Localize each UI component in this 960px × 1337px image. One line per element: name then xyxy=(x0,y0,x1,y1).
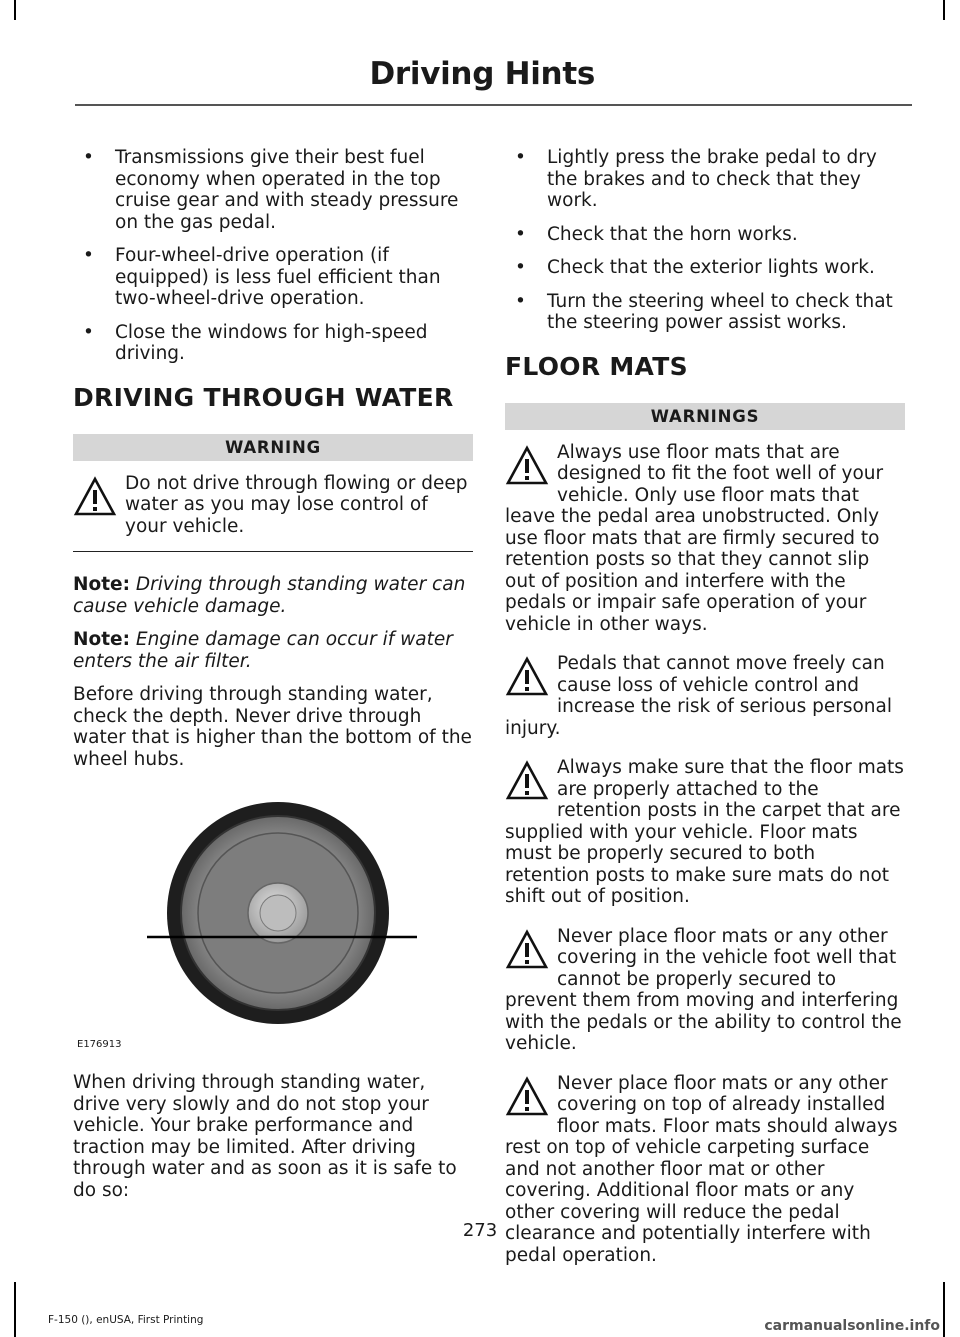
watermark: carmanualsonline.info xyxy=(764,1318,940,1334)
warning-block xyxy=(505,757,905,908)
crop-mark-bottom-left xyxy=(14,1282,16,1337)
page-number: 273 xyxy=(462,1220,498,1241)
fuel-tips-list xyxy=(73,147,473,365)
warnings-bar: WARNINGS xyxy=(505,403,905,430)
warning-triangle-icon xyxy=(505,1075,549,1119)
warning-text: Always use floor mats that are designed to fit the foot well of your vehicle. Only use floor mats that leave the pedal area unobstructed. Only use floor mats that are firmly secured to retention posts so that they cannot slip out of position and interfere with the pedals or impair safe operation of your vehicle in other ways. xyxy=(505,441,884,635)
right-column xyxy=(505,147,905,1284)
left-column xyxy=(73,147,473,1213)
wheel-hub-figure xyxy=(73,782,473,1052)
list-item: • Transmissions give their best fuel economy when operated in the top cruise gear and with steady pressure on the gas pedal. xyxy=(83,147,459,233)
warning-divider xyxy=(73,551,473,552)
edition-footer: F-150 (), enUSA, First Printing xyxy=(48,1314,204,1326)
crop-mark-top-right xyxy=(943,0,945,20)
wheel-illustration xyxy=(73,782,473,1052)
section-title: Driving Hints xyxy=(369,56,595,92)
warning-block xyxy=(505,653,905,739)
list-item: • Turn the steering wheel to check that the steering power assist works. xyxy=(515,290,893,333)
warning-text: Pedals that cannot move freely can cause loss of vehicle control and increase the risk of serious personal injury. xyxy=(505,653,893,739)
after-water-checklist xyxy=(505,147,905,334)
warning-triangle-icon xyxy=(505,759,549,803)
warning-triangle-icon xyxy=(505,928,549,972)
warning-block xyxy=(505,926,905,1055)
paragraph: Before driving through standing water, check the depth. Never drive through water that is higher than the bottom of the wheel hubs. xyxy=(73,684,472,770)
warning-text: Do not drive through flowing or deep water as you may lose control of your vehicle. xyxy=(125,472,468,537)
header-rule xyxy=(75,104,912,106)
note: Note: Driving through standing water can cause vehicle damage. xyxy=(73,574,466,617)
warning-text: Never place floor mats or any other covering in the vehicle foot well that cannot be properly secured to prevent them from moving and interfering with the pedals or the ability to control the vehicle. xyxy=(505,925,902,1054)
warning-bar: WARNING xyxy=(73,434,473,461)
heading-driving-through-water: DRIVING THROUGH WATER xyxy=(73,382,454,412)
warning-text: Always make sure that the floor mats are properly attached to the retention posts in the carpet that are supplied with your vehicle. Floor mats must be properly secured to both retention posts to make sure mats do not shift out of position. xyxy=(505,757,904,907)
list-item: • Check that the exterior lights work. xyxy=(515,257,875,278)
warning-triangle-icon xyxy=(73,475,117,519)
warning-triangle-icon xyxy=(505,444,549,488)
note: Note: Engine damage can occur if water enters the air filter. xyxy=(73,629,453,672)
warning-block xyxy=(505,442,905,636)
list-item: • Check that the horn works. xyxy=(515,223,798,245)
list-item: • Lightly press the brake pedal to dry the brakes and to check that they work. xyxy=(515,147,877,211)
list-item: • Four-wheel-drive operation (if equipped) is less fuel efficient than two-wheel-drive operation. xyxy=(83,245,441,309)
list-item: • Close the windows for high-speed driving. xyxy=(83,321,428,364)
figure-code: E176913 xyxy=(77,1039,122,1050)
warning-block xyxy=(73,473,473,553)
warning-text: Never place floor mats or any other covering on top of already installed floor mats. Floor mats should always rest on top of vehicle carpeting surface and not another floor mat or other covering. Additional floor mats or any other covering will reduce the pedal clearance and potentially interfere with pedal operation. xyxy=(505,1072,898,1266)
heading-floor-mats: FLOOR MATS xyxy=(505,351,688,381)
paragraph: When driving through standing water, drive very slowly and do not stop your vehicle. Your brake performance and traction may be limited. After driving through water and as soon as it is safe to do so: xyxy=(73,1072,457,1201)
warning-triangle-icon xyxy=(505,655,549,699)
crop-mark-bottom-right xyxy=(943,1282,945,1337)
crop-mark-top-left xyxy=(14,0,16,20)
